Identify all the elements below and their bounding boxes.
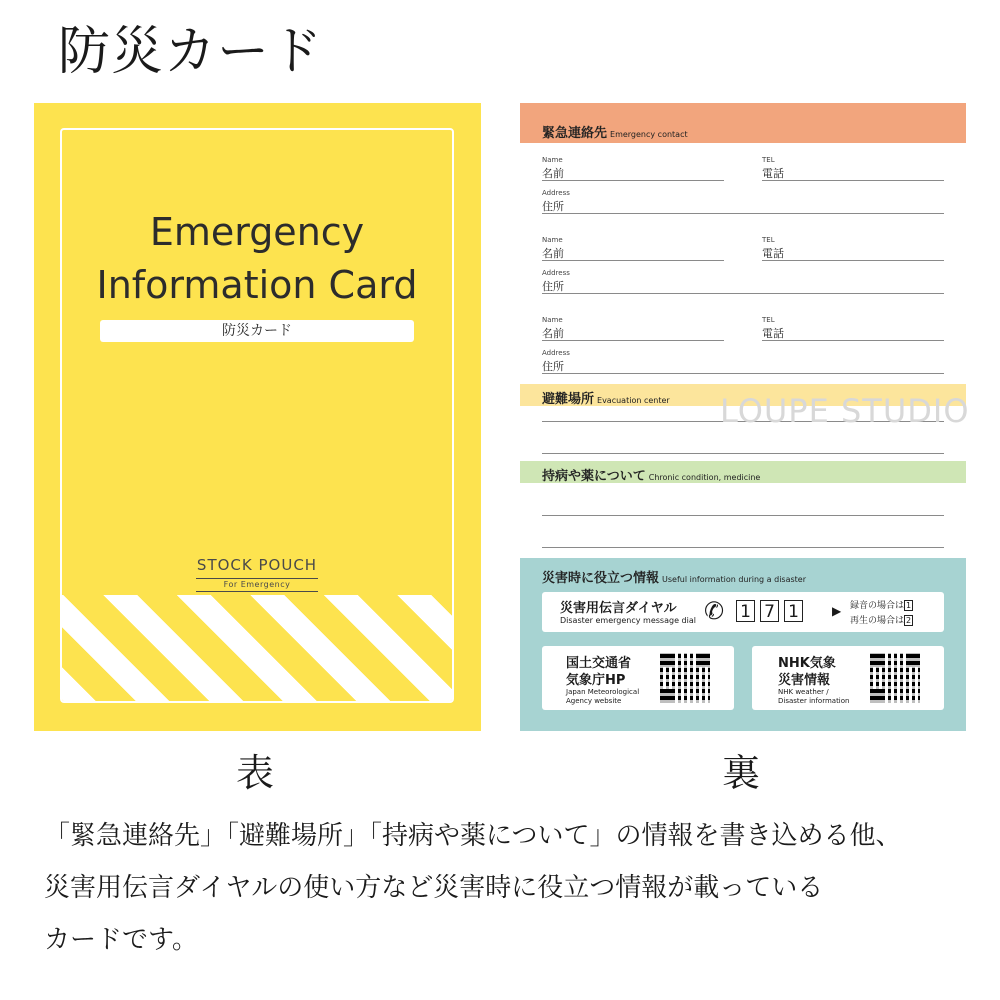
nhk-line2: 災害情報 [778, 673, 831, 688]
phone-icon: ✆ [704, 597, 725, 625]
front-label: 表 [236, 751, 275, 795]
dial-record-num: 1 [906, 601, 912, 610]
name-line [542, 180, 724, 181]
name-line [542, 260, 724, 261]
description-line1: 「緊急連絡先」「避難場所」「持病や薬について」の情報を書き込める他、 [44, 821, 902, 851]
dial-box [542, 592, 944, 632]
dial-digit: 1 [736, 600, 755, 622]
nhk-box [752, 646, 944, 710]
tel-label-en: TEL [762, 316, 775, 324]
address-label-en: Address [542, 349, 570, 357]
chronic-title [542, 465, 760, 484]
dial-record [850, 598, 913, 611]
name-line [542, 340, 724, 341]
description-line2: 災害用伝言ダイヤルの使い方など災害時に役立つ情報が載っている [44, 873, 824, 903]
chronic-line [542, 547, 944, 548]
dial-title-jp: 災害用伝言ダイヤル [560, 601, 677, 616]
emergency-contact-title [542, 122, 688, 141]
back-label: 裏 [722, 751, 761, 795]
chronic-line [542, 515, 944, 516]
chronic-header [520, 461, 966, 483]
tel-line [762, 180, 944, 181]
jma-en2: Agency website [566, 697, 622, 705]
hazard-stripes [62, 595, 452, 701]
emergency-contact-title-en: Emergency contact [610, 130, 688, 139]
name-label-en: Name [542, 316, 563, 324]
jma-line1: 国土交通省 [566, 656, 632, 671]
brand-tagline: For Emergency [223, 580, 291, 589]
name-label-en: Name [542, 156, 563, 164]
evacuation-line [542, 453, 944, 454]
dial-record-label: 録音の場合は [850, 601, 905, 611]
watermark: LOUPE STUDIO [720, 392, 970, 430]
address-label-en: Address [542, 269, 570, 277]
tel-label-jp: 電話 [762, 167, 784, 180]
jma-line2: 気象庁HP [566, 673, 626, 688]
useful-info-title-en: Useful information during a disaster [662, 575, 807, 584]
dial-digit: 1 [784, 600, 803, 622]
chronic-title-jp: 持病や薬について [542, 469, 646, 484]
nhk-line1: NHK気象 [778, 656, 836, 671]
dial-title-en: Disaster emergency message dial [560, 616, 696, 625]
tel-label-en: TEL [762, 236, 775, 244]
name-label-en: Name [542, 236, 563, 244]
useful-info-title-jp: 災害時に役立つ情報 [542, 571, 660, 586]
address-label-jp: 住所 [542, 360, 564, 373]
description-line3: カードです。 [44, 925, 198, 955]
brand-divider [196, 578, 318, 579]
tel-label-jp: 電話 [762, 247, 784, 260]
front-title-line2: Information Card [96, 263, 418, 307]
dial-digits [736, 600, 808, 622]
nhk-en2: Disaster information [778, 697, 850, 705]
name-label-jp: 名前 [542, 327, 564, 340]
nhk-en1: NHK weather / [778, 688, 829, 696]
address-line [542, 373, 944, 374]
useful-info-title [542, 567, 806, 586]
tel-line [762, 340, 944, 341]
page-title: 防災カード [58, 22, 324, 82]
jma-en1: Japan Meteorological [566, 688, 640, 696]
emergency-contact-title-jp: 緊急連絡先 [542, 126, 608, 141]
nhk-qr-code-icon[interactable] [870, 653, 920, 703]
evacuation-title-en: Evacuation center [597, 396, 670, 405]
emergency-contact-header [520, 103, 966, 143]
play-arrow-icon: ▶ [832, 604, 842, 618]
address-label-jp: 住所 [542, 200, 564, 213]
address-label-jp: 住所 [542, 280, 564, 293]
dial-play-label: 再生の場合は [850, 616, 905, 626]
address-line [542, 213, 944, 214]
address-line [542, 293, 944, 294]
tel-line [762, 260, 944, 261]
tel-label-jp: 電話 [762, 327, 784, 340]
card-front-border [60, 128, 454, 703]
front-title-line1: Emergency [149, 210, 365, 254]
brand-name: STOCK POUCH [196, 556, 318, 574]
useful-info-panel [520, 558, 966, 731]
evacuation-title-jp: 避難場所 [542, 392, 595, 407]
jma-qr-code-icon[interactable] [660, 653, 710, 703]
name-label-jp: 名前 [542, 247, 564, 260]
jma-box [542, 646, 734, 710]
dial-play [850, 613, 913, 626]
dial-play-num: 2 [906, 616, 912, 625]
brand-divider-bottom [196, 591, 318, 592]
name-label-jp: 名前 [542, 167, 564, 180]
card-front [34, 103, 481, 731]
front-subtitle: 防災カード [100, 320, 414, 342]
tel-label-en: TEL [762, 156, 775, 164]
chronic-title-en: Chronic condition, medicine [648, 473, 761, 482]
address-label-en: Address [542, 189, 570, 197]
dial-digit: 7 [760, 600, 779, 622]
evacuation-title [542, 388, 670, 407]
